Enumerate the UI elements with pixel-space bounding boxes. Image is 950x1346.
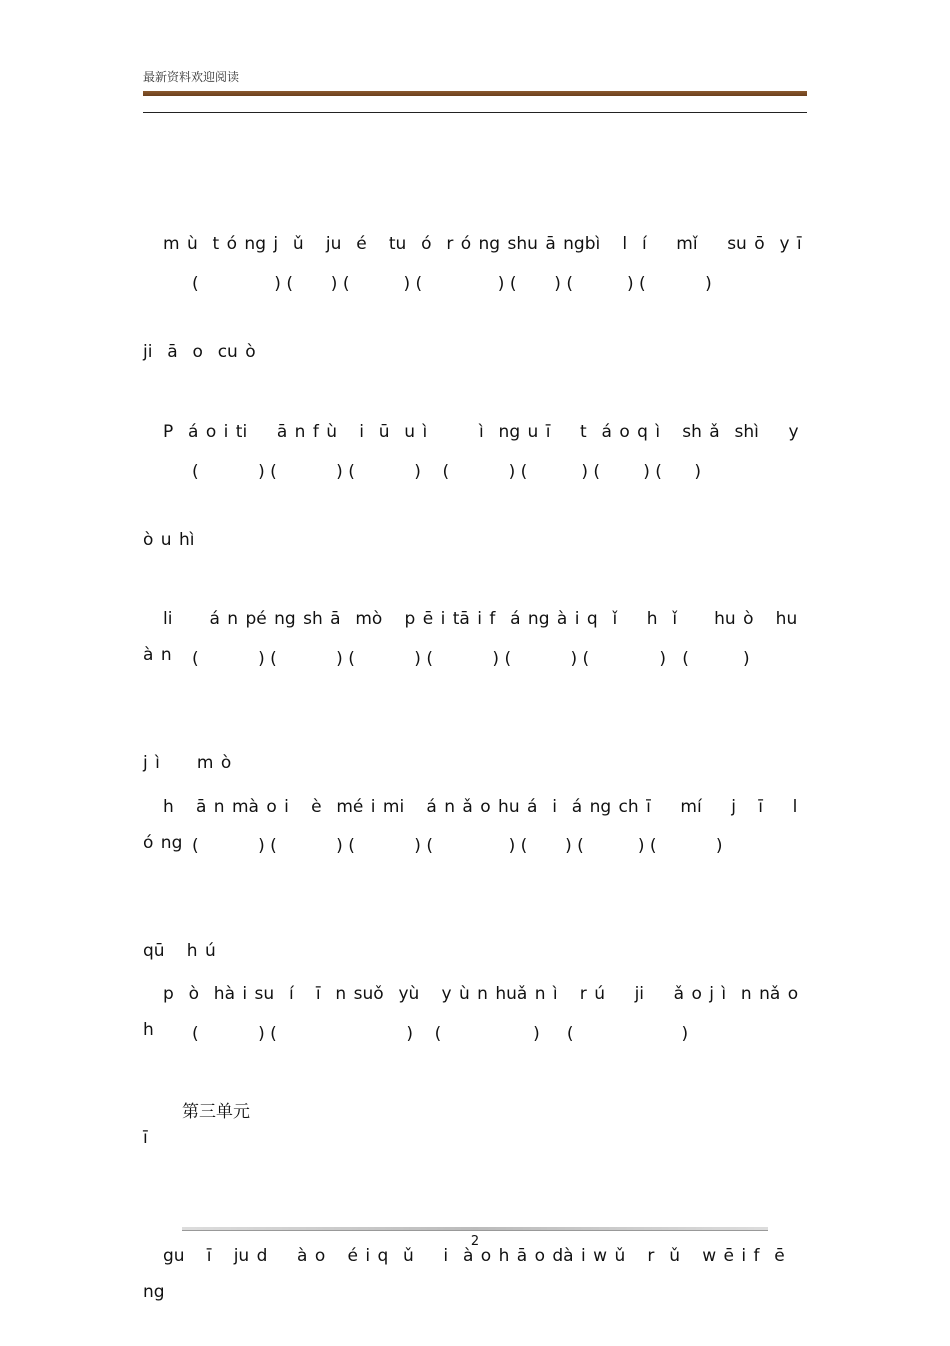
header-rule-thick <box>143 91 807 96</box>
answer-brackets-row-1: ( ) ( ) ( ) ( ) ( ) ( ) ( ) <box>192 274 712 294</box>
answer-brackets-row-2: ( ) ( ) ( ) ( ) ( ) ( ) ( ) <box>192 462 701 482</box>
page-number: 2 <box>470 1234 480 1249</box>
pinyin-row-last <box>143 1166 807 1346</box>
pinyin-line: ò u hì <box>143 530 195 550</box>
unit-title: 第三单元 <box>182 1102 250 1122</box>
pinyin-line: qū h ú <box>143 941 216 961</box>
answer-brackets-row-3: ( ) ( ) ( ) ( ) ( ) ( ) ( ) <box>192 649 750 669</box>
footer-rule-line <box>182 1230 768 1231</box>
pinyin-line: m ù t ó ng j ǔ ju é tu ó r ó ng shu ā ngbì l í mǐ su ō y ī <box>163 234 802 254</box>
pinyin-line: h ā n mà o i è mé i mi á n ǎ o hu á i á ng ch ī mí j ī l ó ng <box>143 797 805 853</box>
pinyin-line: p ò hà i su í ī n suǒ yù y ù n huǎ n ì r ú ji ǎ o j ì n nǎ o h <box>143 984 806 1040</box>
header-rule-thin <box>143 112 807 113</box>
pinyin-line: li á n pé ng sh ā mò p ē i tā i f á ng à i q ǐ h ǐ hu ò hu à n <box>143 609 805 665</box>
pinyin-line: P á o i ti ā n f ù i ū u ì ì ng u ī t á o q ì sh ǎ shì y <box>163 422 799 442</box>
pinyin-line: ji ā o cu ò <box>143 342 256 362</box>
pinyin-line: j ì m ò <box>143 753 232 773</box>
header-title: 最新资料欢迎阅读 <box>143 70 240 84</box>
answer-brackets-row-5: ( ) ( ) ( ) ( ) <box>192 1024 689 1044</box>
pinyin-row-5 <box>143 904 807 1192</box>
pinyin-line: gu ī ju d à o é i q ǔ i à o h ā o dà i w ǔ r ǔ w ē i f ē ng <box>143 1246 793 1302</box>
answer-brackets-row-4: ( ) ( ) ( ) ( ) ( ) ( ) ( ) <box>192 836 723 856</box>
pinyin-line: ī <box>143 1128 148 1148</box>
